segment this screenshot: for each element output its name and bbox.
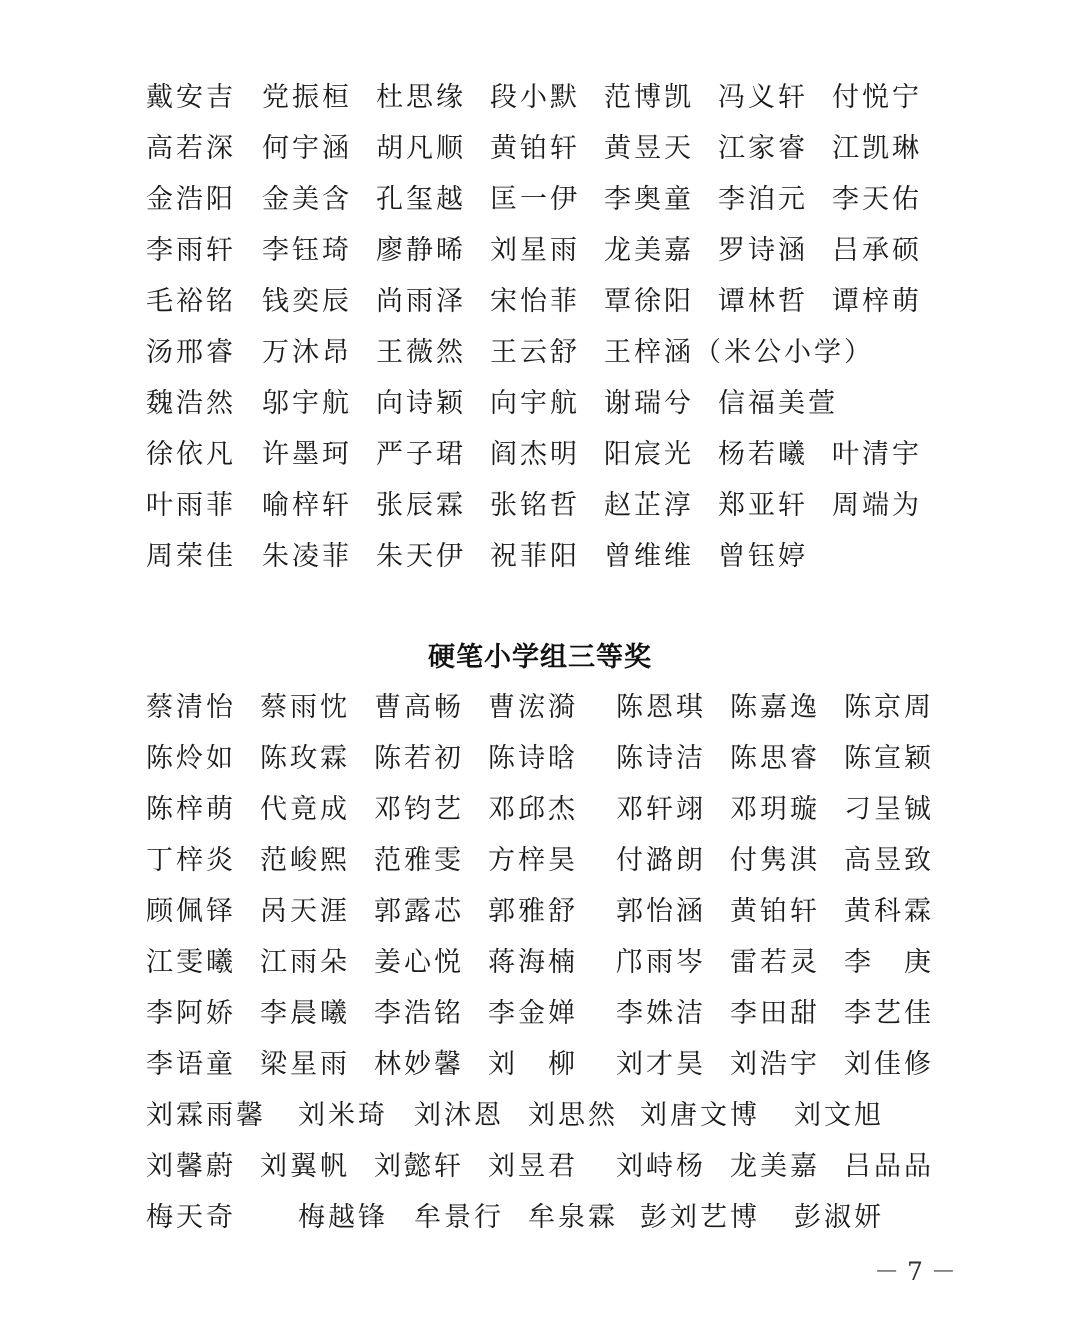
student-name: 谢瑞兮 [604,388,694,419]
name-row [146,178,946,229]
student-name: 冯义轩 [718,82,808,113]
name-row [146,992,946,1043]
student-name: 江家睿 [718,133,808,164]
student-name: 彭淑妍 [794,1202,884,1233]
student-name: 陈思睿 [730,743,820,774]
student-name: 阳宸光 [604,439,694,470]
student-name: 刘峙杨 [616,1151,706,1182]
student-name: 郑亚轩 [718,490,808,521]
student-name: 尚雨泽 [376,286,466,317]
student-name: 刘霖雨馨 [146,1100,266,1131]
student-name: 龙美嘉 [604,235,694,266]
student-name: 宋怡菲 [490,286,580,317]
student-name: 匡一伊 [490,184,580,215]
student-name: 信福美萱 [718,388,838,419]
student-name: 周端为 [832,490,922,521]
student-name: 陈若初 [374,743,464,774]
student-name: 李姝洁 [616,998,706,1029]
student-name: 刘沐恩 [414,1100,504,1131]
student-name: 黄科霖 [844,896,934,927]
section-title: 硬笔小学组三等奖 [428,642,652,673]
student-name: 王梓涵（米公小学） [604,337,874,368]
student-name: 梁星雨 [260,1049,350,1080]
student-name: 李金婵 [488,998,578,1029]
name-row [146,839,946,890]
student-name: 蒋海楠 [488,947,578,978]
student-name: 陈京周 [844,692,934,723]
name-row [146,1145,946,1196]
student-name: 喻梓轩 [262,490,352,521]
student-name: 姜心悦 [374,947,464,978]
name-row [146,127,946,178]
student-name: 邓玥璇 [730,794,820,825]
student-name: 吕品品 [844,1151,934,1182]
student-name: 邓轩翊 [616,794,706,825]
name-row [146,686,946,737]
student-name: 陈梓萌 [146,794,236,825]
student-name: 张铭哲 [490,490,580,521]
student-name: 何宇涵 [262,133,352,164]
student-name: 刘思然 [528,1100,618,1131]
student-name: 李天佑 [832,184,922,215]
student-name: 金美含 [262,184,352,215]
name-row [146,229,946,280]
student-name: 江凯琳 [832,133,922,164]
name-row [146,1094,946,1145]
student-name: 李洎元 [718,184,808,215]
student-name: 范峻熙 [260,845,350,876]
student-name: 曹浤漪 [488,692,578,723]
student-name: 陈宣颖 [844,743,934,774]
student-name: 朱凌菲 [262,541,352,572]
student-name: 牟泉霖 [528,1202,618,1233]
student-name: 高昱致 [844,845,934,876]
student-name: 李艺佳 [844,998,934,1029]
name-row [146,535,946,586]
student-name: 魏浩然 [146,388,236,419]
student-name: 严子珺 [376,439,466,470]
student-name: 刘唐文博 [640,1100,760,1131]
student-name: 向诗颖 [376,388,466,419]
student-name: 吕承硕 [832,235,922,266]
name-row [146,382,946,433]
student-name: 郭怡涵 [616,896,706,927]
student-name: 刘 柳 [488,1049,578,1080]
student-name: 谭梓萌 [832,286,922,317]
student-name: 曾维维 [604,541,694,572]
student-name: 刘翼帆 [260,1151,350,1182]
student-name: 顾佩铎 [146,896,236,927]
student-name: 黄铂轩 [490,133,580,164]
student-name: 王薇然 [376,337,466,368]
student-name: 陈恩琪 [616,692,706,723]
student-name: 梅越锋 [298,1202,388,1233]
student-name: 廖静晞 [376,235,466,266]
student-name: 汤邢睿 [146,337,236,368]
name-row [146,788,946,839]
student-name: 范雅雯 [374,845,464,876]
name-row [146,1043,946,1094]
student-name: 孔玺越 [376,184,466,215]
page-number: － 7 － [874,1257,956,1286]
name-row [146,433,946,484]
student-name: 郭雅舒 [488,896,578,927]
student-name: 丁梓炎 [146,845,236,876]
student-name: 郭露芯 [374,896,464,927]
student-name: 李 庚 [844,947,934,978]
student-name: 杨若曦 [718,439,808,470]
student-name: 刘米琦 [298,1100,388,1131]
student-name: 叶清宇 [832,439,922,470]
student-name: 谭林哲 [718,286,808,317]
name-row [146,484,946,535]
student-name: 覃徐阳 [604,286,694,317]
student-name: 胡凡顺 [376,133,466,164]
student-name: 许墨珂 [262,439,352,470]
name-row [146,76,946,127]
student-name: 刘懿轩 [374,1151,464,1182]
student-name: 刘文旭 [794,1100,884,1131]
student-name: 陈嘉逸 [730,692,820,723]
student-name: 梅天奇 [146,1202,236,1233]
student-name: 邓钧艺 [374,794,464,825]
student-name: 牟景行 [414,1202,504,1233]
student-name: 王云舒 [490,337,580,368]
student-name: 雷若灵 [730,947,820,978]
name-row [146,280,946,331]
student-name: 李浩铭 [374,998,464,1029]
name-row [146,331,946,382]
student-name: 刘馨蔚 [146,1151,236,1182]
student-name: 戴安吉 [146,82,236,113]
student-name: 李晨曦 [260,998,350,1029]
student-name: 范博凯 [604,82,694,113]
student-name: 刁呈铖 [844,794,934,825]
student-name: 李奥童 [604,184,694,215]
student-name: 付隽淇 [730,845,820,876]
student-name: 钱奕辰 [262,286,352,317]
student-name: 朱天伊 [376,541,466,572]
student-name: 方梓昊 [488,845,578,876]
student-name: 陈炩如 [146,743,236,774]
name-row [146,1196,946,1247]
student-name: 陈诗洁 [616,743,706,774]
student-name: 呙天涯 [260,896,350,927]
student-name: 代竟成 [260,794,350,825]
student-name: 陈玫霖 [260,743,350,774]
name-row [146,941,946,992]
name-list-top [146,76,946,586]
name-list-third-prize [146,686,946,1247]
student-name: 蔡雨忱 [260,692,350,723]
student-name: 陈诗晗 [488,743,578,774]
student-name: 黄昱天 [604,133,694,164]
name-row [146,737,946,788]
student-name: 张辰霖 [376,490,466,521]
student-name: 蔡清怡 [146,692,236,723]
student-name: 江雨朵 [260,947,350,978]
student-name: 周荣佳 [146,541,236,572]
student-name: 徐依凡 [146,439,236,470]
student-name: 段小默 [490,82,580,113]
student-name: 李雨轩 [146,235,236,266]
student-name: 刘星雨 [490,235,580,266]
student-name: 罗诗涵 [718,235,808,266]
student-name: 毛裕铭 [146,286,236,317]
student-name: 林妙馨 [374,1049,464,1080]
student-name: 曹高畅 [374,692,464,723]
student-name: 金浩阳 [146,184,236,215]
name-row [146,890,946,941]
student-name: 李语童 [146,1049,236,1080]
student-name: 李田甜 [730,998,820,1029]
student-name: 向宇航 [490,388,580,419]
student-name: 邝雨岑 [616,947,706,978]
student-name: 付悦宁 [832,82,922,113]
student-name: 刘昱君 [488,1151,578,1182]
student-name: 付潞朗 [616,845,706,876]
student-name: 刘才昊 [616,1049,706,1080]
student-name: 万沐昂 [262,337,352,368]
student-name: 龙美嘉 [730,1151,820,1182]
student-name: 祝菲阳 [490,541,580,572]
student-name: 刘浩宇 [730,1049,820,1080]
student-name: 刘佳修 [844,1049,934,1080]
student-name: 阎杰明 [490,439,580,470]
student-name: 彭刘艺博 [640,1202,760,1233]
student-name: 赵芷淳 [604,490,694,521]
student-name: 党振桓 [262,82,352,113]
student-name: 高若深 [146,133,236,164]
student-name: 曾钰婷 [718,541,808,572]
student-name: 李阿娇 [146,998,236,1029]
student-name: 杜思缘 [376,82,466,113]
student-name: 江雯曦 [146,947,236,978]
student-name: 李钰琦 [262,235,352,266]
student-name: 叶雨菲 [146,490,236,521]
student-name: 黄铂轩 [730,896,820,927]
student-name: 邓邱杰 [488,794,578,825]
student-name: 邬宇航 [262,388,352,419]
